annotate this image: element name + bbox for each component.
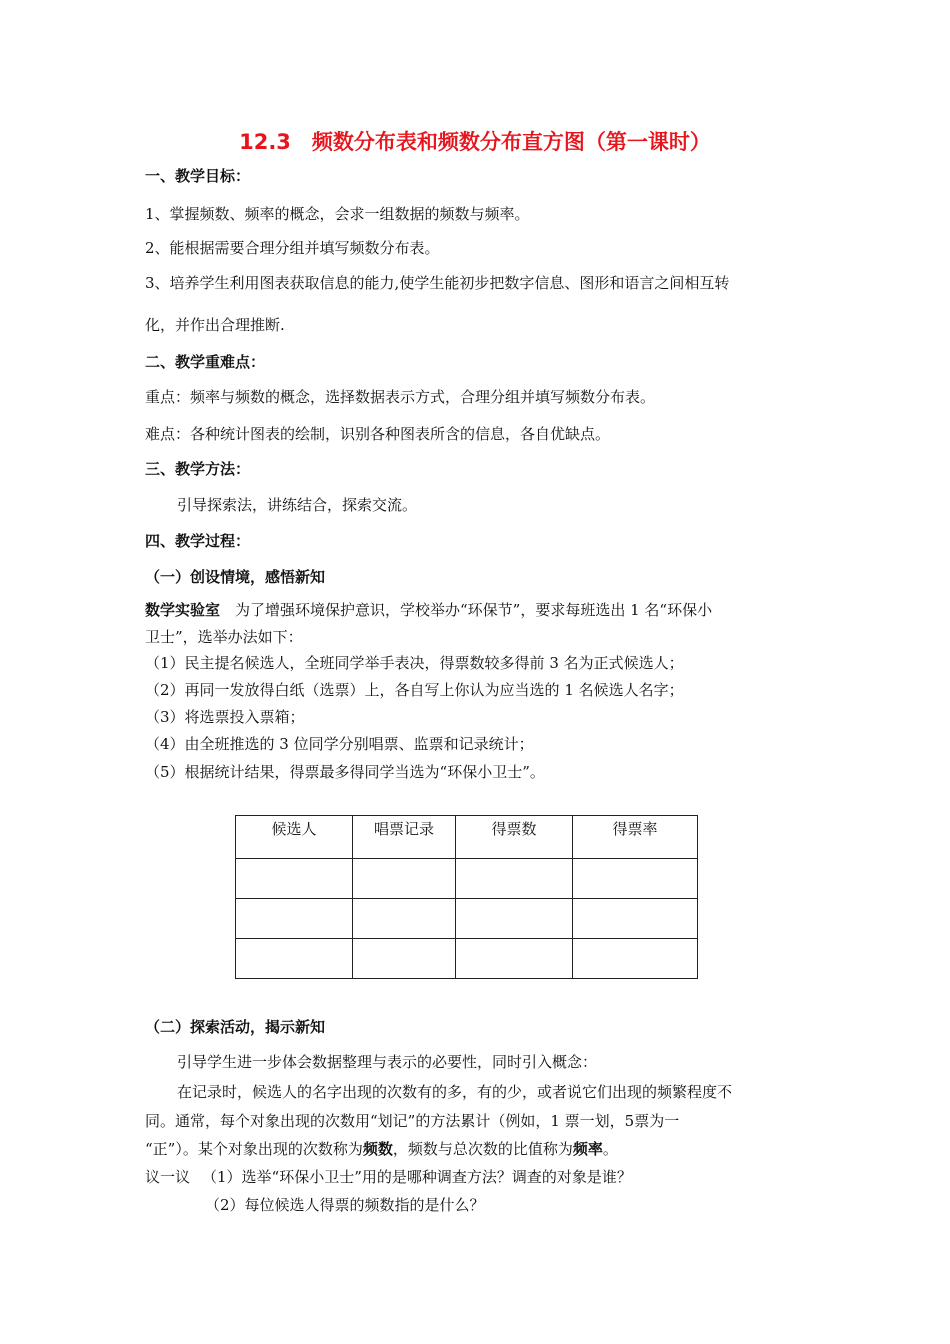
explore-paragraph: 在记录时，候选人的名字出现的次数有的多，有的少，或者说它们出现的频繁程度不 [177,1083,733,1101]
table-cell[interactable] [236,939,353,979]
difficult-point-item: 难点：各种统计图表的绘制，识别各种图表所含的信息，各自优缺点。 [145,425,611,443]
election-step: （1）民主提名候选人，全班同学举手表决，得票数较多得前 3 名为正式候选人； [145,654,684,672]
table-cell[interactable] [573,939,698,979]
table-row [236,899,698,939]
table-cell[interactable] [236,859,353,899]
table-cell[interactable] [573,859,698,899]
key-point-item: 重点：频率与频数的概念，选择数据表示方式，合理分组并填写频数分布表。 [145,388,656,406]
definition-text: ，频数与总次数的比值称为 [392,1140,573,1158]
objective-item-continued: 化，并作出合理推断. [145,316,285,334]
table-cell[interactable] [573,899,698,939]
election-step: （3）将选票投入票箱； [145,708,305,726]
table-row [236,939,698,979]
subsection-heading-scenario: （一）创设情境，感悟新知 [145,568,326,586]
section-heading-methods: 三、教学方法： [145,460,251,478]
definition-text: “正”）。某个对象出现的次数称为 [145,1140,363,1158]
explore-paragraph-line: 同。通常，每个对象出现的次数用“划记”的方法累计（例如，1 票一划，5票为一 [145,1112,680,1130]
definition-line [145,1138,618,1159]
term-frequency-count: 频数 [362,1140,393,1158]
election-step: （5）根据统计结果，得票最多得同学当选为“环保小卫士”。 [145,763,545,781]
table-cell[interactable] [236,899,353,939]
explore-paragraph: 引导学生进一步体会数据整理与表示的必要性，同时引入概念： [177,1053,598,1071]
objective-item: 3、培养学生利用图表获取信息的能力,使学生能初步把数字信息、图形和语言之间相互转 [145,274,730,292]
election-step: （2）再同一发放得白纸（选票）上，各自写上你认为应当选的 1 名候选人名字； [145,681,684,699]
vote-tally-table [235,815,698,979]
election-step: （4）由全班推选的 3 位同学分别唱票、监票和记录统计； [145,735,534,753]
lab-intro-line-2: 卫士”，选举办法如下： [145,628,303,646]
table-row [236,859,698,899]
section-heading-process: 四、教学过程： [145,532,251,550]
lab-text: 为了增强环境保护意识，学校举办“环保节”，要求每班选出 1 名“环保小 [235,601,713,619]
definition-text: 。 [602,1140,618,1158]
table-cell[interactable] [456,939,573,979]
table-cell[interactable] [353,899,456,939]
table-cell[interactable] [353,939,456,979]
discussion-label: 议一议 [145,1168,191,1186]
lab-intro-line [145,599,712,620]
table-cell[interactable] [456,899,573,939]
discussion-question: （2）每位候选人得票的频数指的是什么？ [205,1196,485,1214]
term-frequency-rate: 频率 [572,1140,603,1158]
table-cell[interactable] [456,859,573,899]
section-heading-objectives: 一、教学目标： [145,167,251,185]
section-heading-key-points: 二、教学重难点： [145,353,266,371]
subsection-heading-explore: （二）探索活动，揭示新知 [145,1018,326,1036]
column-header-vote-count: 得票数 [456,816,573,859]
discussion-question: （1）选举“环保小卫士”用的是哪种调查方法？调查的对象是谁？ [202,1168,632,1186]
lab-label: 数学实验室 [145,601,221,619]
objective-item: 1、掌握频数、频率的概念，会求一组数据的频数与频率。 [145,205,530,223]
table-header-row [236,816,698,859]
methods-text: 引导探索法，讲练结合，探索交流。 [177,496,418,514]
table-cell[interactable] [353,859,456,899]
document-title: 12.3 频数分布表和频数分布直方图（第一课时） [239,130,711,154]
discussion-line [145,1166,632,1187]
column-header-tally: 唱票记录 [353,816,456,859]
column-header-vote-rate: 得票率 [573,816,698,859]
objective-item: 2、能根据需要合理分组并填写频数分布表。 [145,239,440,257]
column-header-candidate: 候选人 [236,816,353,859]
